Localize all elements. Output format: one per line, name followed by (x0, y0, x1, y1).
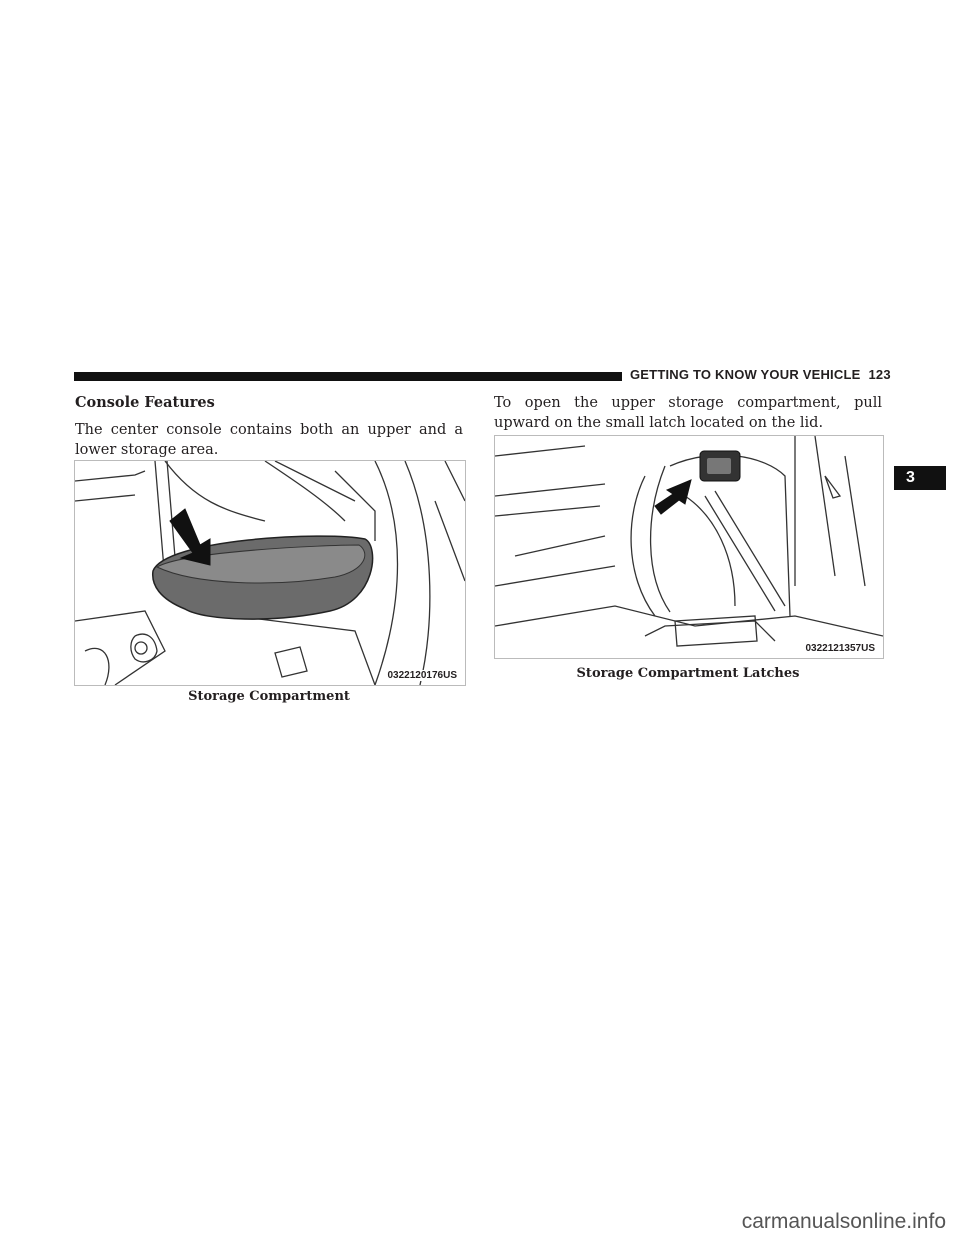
page-number: 123 (868, 367, 891, 382)
latch-drawing (495, 436, 883, 658)
figure-caption: Storage Compartment Latches (576, 666, 800, 681)
figure-code: 0322120176US (387, 670, 457, 681)
instruction-paragraph: To open the upper storage compartment, pull upward on the small latch located on the lid. (494, 395, 882, 431)
running-header (630, 367, 890, 382)
watermark: carmanualsonline.info (741, 1210, 946, 1233)
storage-compartment-illustration (74, 460, 466, 686)
storage-latch-illustration (494, 435, 884, 659)
section-title: GETTING TO KNOW YOUR VEHICLE (630, 367, 861, 382)
section-heading: Console Features (75, 394, 215, 411)
figure-caption: Storage Compartment (188, 689, 350, 704)
intro-paragraph: The center console contains both an upper and a lower storage area. (75, 422, 463, 458)
chapter-tab: 3 (894, 466, 946, 490)
console-armrest-drawing (75, 461, 465, 685)
figure-code: 0322121357US (805, 643, 875, 654)
header-rule (74, 372, 622, 381)
